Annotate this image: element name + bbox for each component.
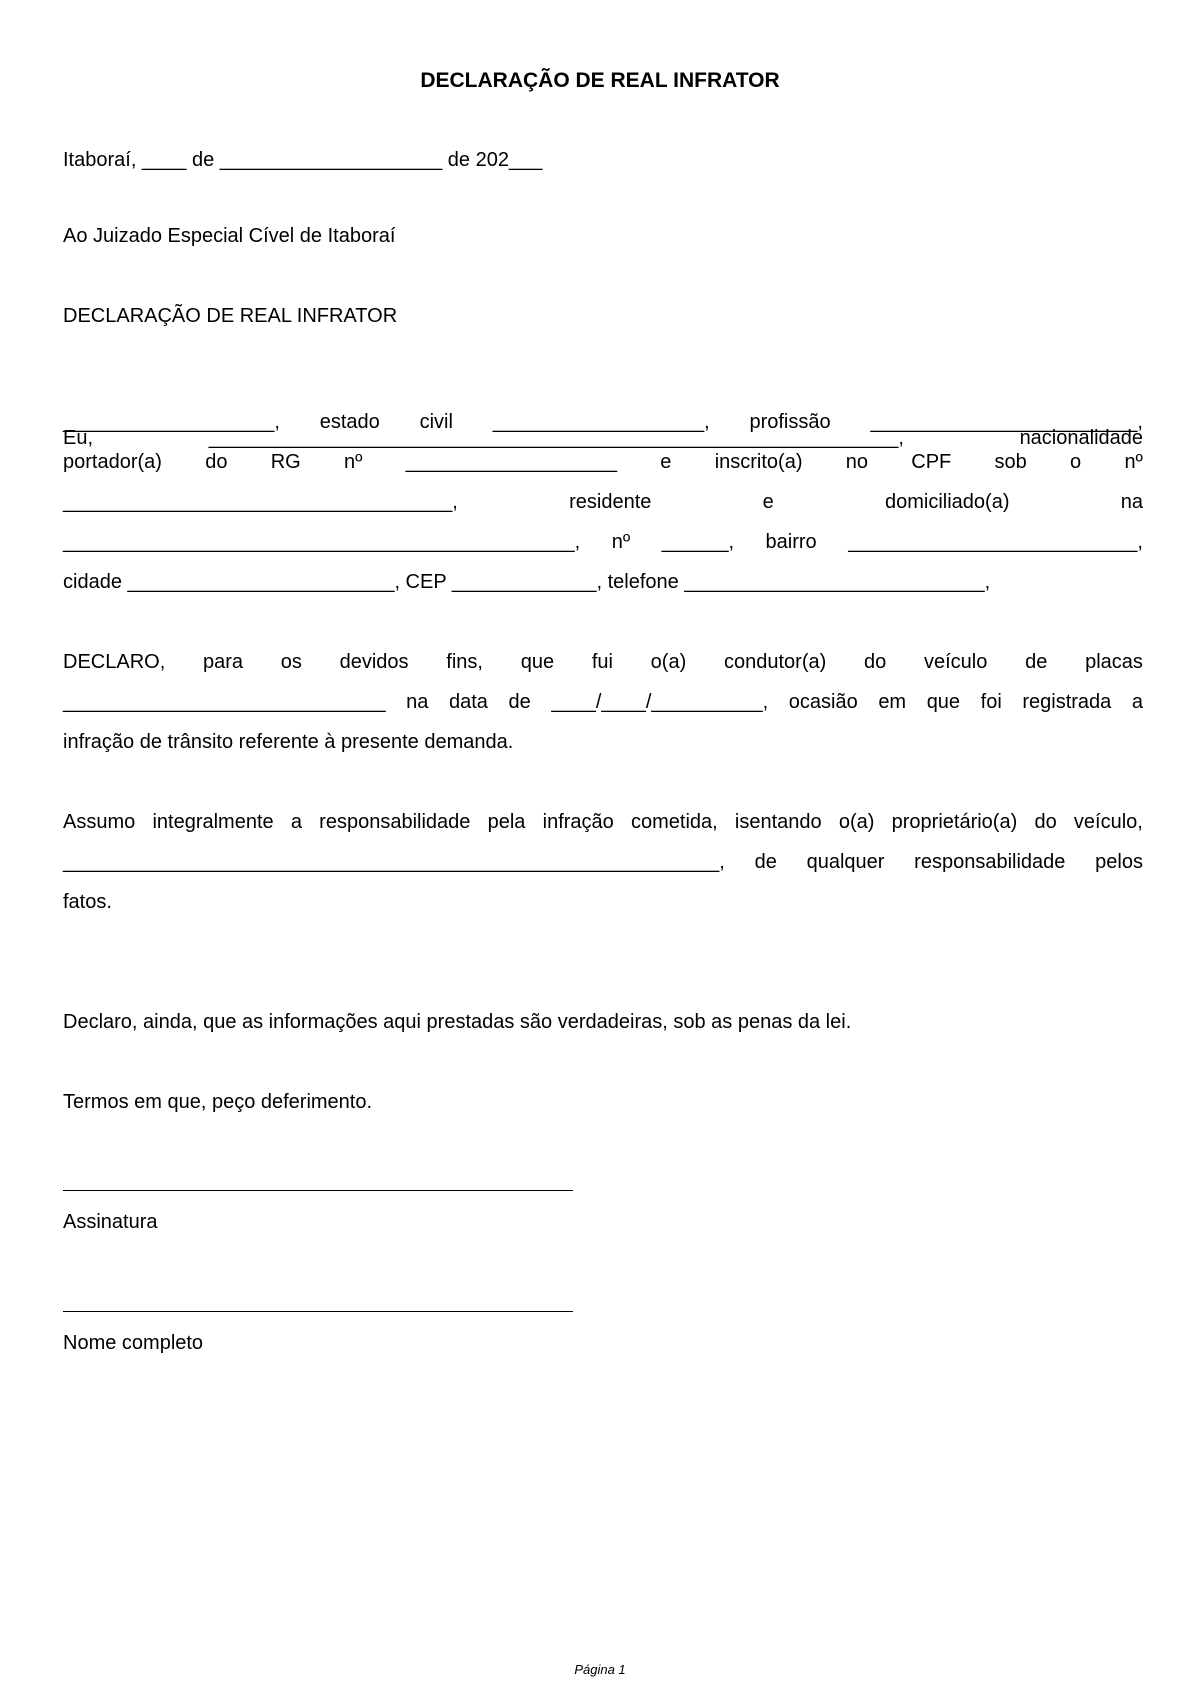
para3-line-3: fatos. [63, 891, 112, 913]
word: veículo [923, 651, 988, 673]
para1-line-3 [63, 448, 1143, 476]
para1-line-5 [63, 528, 1143, 556]
word: veículo, [1073, 811, 1143, 833]
word: qualquer [806, 851, 885, 873]
word: profissão [749, 411, 831, 433]
word: na [1120, 491, 1143, 513]
word: ______, [661, 531, 735, 553]
word: ___________________, [492, 411, 710, 433]
signature-label: Assinatura [63, 1211, 158, 1233]
word: nacionalidade [1019, 427, 1143, 449]
word: responsabilidade [319, 811, 471, 833]
para1-line-6: cidade ________________________, CEP _____________, telefone ___________________________, [63, 571, 991, 593]
word: pela [487, 811, 526, 833]
word: os [280, 651, 302, 673]
signature-line [63, 1190, 573, 1191]
identification-paragraph [63, 368, 1143, 508]
word: DECLARO, [63, 651, 166, 673]
word: o(a) [650, 651, 687, 673]
word: bairro [765, 531, 817, 553]
word: __________________________, [848, 531, 1143, 553]
para3-line-2 [63, 848, 1143, 876]
word: do [864, 651, 887, 673]
name-line [63, 1311, 573, 1312]
word: Eu, [63, 427, 94, 449]
word: a [290, 811, 302, 833]
word: devidos [339, 651, 409, 673]
word: sob [994, 451, 1027, 473]
declaration-subtitle: DECLARAÇÃO DE REAL INFRATOR [63, 305, 398, 327]
word: que [926, 691, 961, 713]
word: nº [1124, 451, 1143, 473]
para2-line-1 [63, 648, 1143, 676]
word: nº [343, 451, 363, 473]
page-footer: Página 1 [574, 1662, 626, 1677]
para3-line-1 [63, 808, 1143, 836]
word: proprietário(a) [891, 811, 1018, 833]
word: ______________________________________________________________, [208, 427, 904, 449]
word: o(a) [838, 811, 875, 833]
word: foi [980, 691, 1002, 713]
word: data [448, 691, 488, 713]
word: ___________________________________________________________, [63, 851, 725, 873]
word: que [520, 651, 555, 673]
word: infração [542, 811, 614, 833]
word: ___________________, [63, 411, 280, 433]
para2-line-3: infração de trânsito referente à presente demanda. [63, 731, 514, 753]
word: Assumo [63, 811, 136, 833]
word: ___________________________________, [63, 491, 458, 513]
document-title: DECLARAÇÃO DE REAL INFRATOR [420, 69, 780, 92]
word: do [205, 451, 228, 473]
word: registrada [1022, 691, 1112, 713]
word: integralmente [152, 811, 274, 833]
closing-statement: Termos em que, peço deferimento. [63, 1091, 373, 1113]
word: isentando [734, 811, 822, 833]
word: o [1070, 451, 1082, 473]
word: e [762, 491, 774, 513]
word: residente [569, 491, 652, 513]
word: _____________________________ [63, 691, 386, 713]
word: civil [419, 411, 453, 433]
word: nº [611, 531, 631, 553]
word: domiciliado(a) [884, 491, 1010, 513]
word: ______________________________________________, [63, 531, 581, 553]
word: RG [270, 451, 301, 473]
word: ocasião [788, 691, 858, 713]
word: responsabilidade [914, 851, 1066, 873]
word: para [202, 651, 244, 673]
word: na [406, 691, 429, 713]
word: a [1131, 691, 1143, 713]
word: do [1034, 811, 1057, 833]
word: de [754, 851, 777, 873]
word: portador(a) [63, 451, 162, 473]
word: placas [1085, 651, 1143, 673]
word: ___________________ [405, 451, 618, 473]
word: de [508, 691, 531, 713]
full-name-label: Nome completo [63, 1332, 204, 1354]
word: fins, [446, 651, 483, 673]
truthfulness-statement: Declaro, ainda, que as informações aqui prestadas são verdadeiras, sob as penas da lei. [63, 1011, 852, 1033]
addressee-line: Ao Juizado Especial Cível de Itaboraí [63, 225, 396, 247]
word: pelos [1095, 851, 1143, 873]
word: ________________________, [870, 411, 1143, 433]
word: CPF [911, 451, 952, 473]
word: estado [319, 411, 380, 433]
word: de [1025, 651, 1048, 673]
word: condutor(a) [723, 651, 827, 673]
para1-line-4 [63, 488, 1143, 516]
word: em [878, 691, 907, 713]
word: ____/____/__________, [551, 691, 769, 713]
word: no [845, 451, 868, 473]
word: fui [591, 651, 613, 673]
word: e [660, 451, 672, 473]
para2-line-2 [63, 688, 1143, 716]
word: inscrito(a) [714, 451, 803, 473]
para1-line-2 [63, 408, 1143, 436]
date-line: Itaboraí, ____ de ____________________ de 202___ [63, 149, 543, 171]
word: cometida, [630, 811, 718, 833]
